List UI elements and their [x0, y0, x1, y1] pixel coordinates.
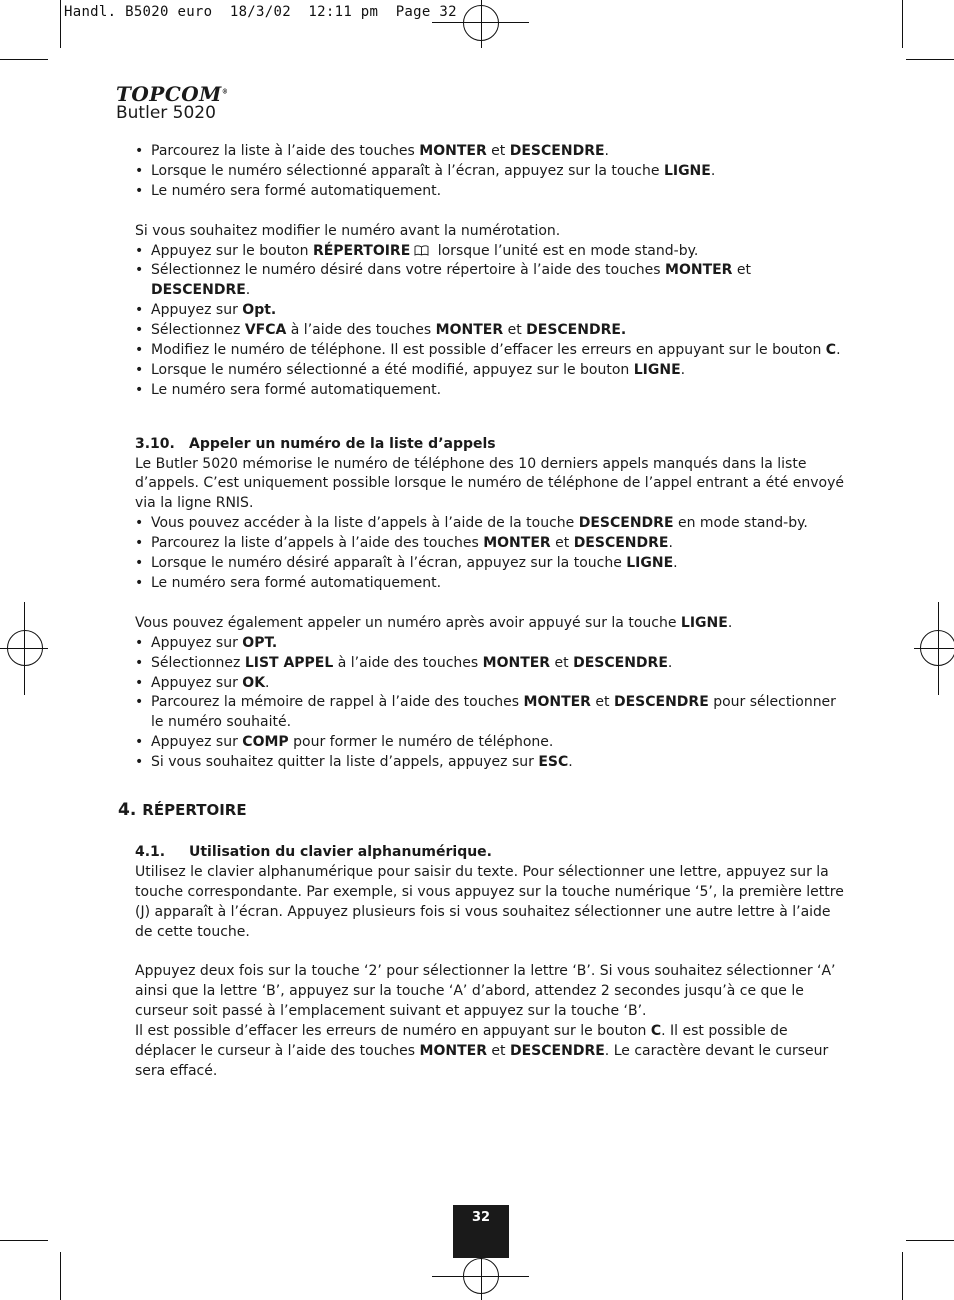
list-item: • Le numéro sera formé automatiquement.: [135, 182, 850, 202]
list-item: • Le numéro sera formé automatiquement.: [135, 574, 850, 594]
list-item: • Appuyez sur Opt.: [135, 301, 850, 321]
list-item: • Parcourez la liste à l’aide des touches MONTER et DESCENDRE.: [135, 142, 850, 162]
paragraph: Appuyez deux fois sur la touche ‘2’ pour sélectionner la lettre ‘B’. Si vous souhaitez sélectionner ‘A’ ainsi que la lettre ‘B’, appuyez sur la touche ‘A’ d’abord, attendez 2 secondes jusqu’à ce que le curseur soit passé à l’emplacement suivant et appuyez sur la touche ‘B’.: [135, 963, 836, 1020]
list-item: • Vous pouvez accéder à la liste d’appels à l’aide de la touche DESCENDRE en mode stand-by.: [135, 514, 850, 534]
list-item: • Parcourez la liste d’appels à l’aide des touches MONTER et DESCENDRE.: [135, 534, 850, 554]
paragraph: Vous pouvez également appeler un numéro après avoir appuyé sur la touche LIGNE.: [135, 614, 733, 631]
topcom-logo: TOPCOM®: [116, 82, 229, 106]
list-item: • Lorsque le numéro sélectionné apparaît à l’écran, appuyez sur la touche LIGNE.: [135, 162, 850, 182]
bullet-list: [135, 514, 850, 594]
page-number: 32: [453, 1205, 509, 1258]
chapter-heading: 4. RÉPERTOIRE: [118, 800, 247, 821]
list-item: • Appuyez sur COMP pour former le numéro de téléphone.: [135, 733, 850, 753]
product-model: Butler 5020: [116, 103, 216, 123]
list-item: • Parcourez la mémoire de rappel à l’aide des touches MONTER et DESCENDRE pour sélectionner le numéro souhaité.: [135, 693, 850, 733]
list-item: • Le numéro sera formé automatiquement.: [135, 381, 850, 401]
list-item: • Sélectionnez VFCA à l’aide des touches MONTER et DESCENDRE.: [135, 321, 850, 341]
paragraph: Utilisez le clavier alphanumérique pour saisir du texte. Pour sélectionner une lettre, appuyez sur la touche correspondante. Par exemple, si vous appuyez sur la touche numérique ‘5’, la première lettre (J) apparaît à l’écran. Appuyez plusieurs fois si vous souhaitez sélectionner une autre lettre à l’aide de cette touche.: [135, 863, 844, 940]
list-item: • Appuyez sur OPT.: [135, 634, 850, 654]
page-content: [118, 142, 850, 1082]
paragraph: Le Butler 5020 mémorise le numéro de téléphone des 10 derniers appels manqués dans la liste d’appels. C’est uniquement possible lorsque le numéro de téléphone de l’appel entrant a été envoyé via la ligne RNIS.: [135, 455, 845, 512]
list-item: • Lorsque le numéro sélectionné a été modifié, appuyez sur le bouton LIGNE.: [135, 361, 850, 381]
paragraph: Il est possible d’effacer les erreurs de numéro en appuyant sur le bouton C. Il est possible de déplacer le curseur à l’aide des touches MONTER et DESCENDRE. Le caractère devant le curseur sera effacé.: [135, 1023, 829, 1079]
book-icon: [414, 245, 429, 256]
list-item: • Sélectionnez le numéro désiré dans votre répertoire à l’aide des touches MONTER et DESCENDRE.: [135, 261, 850, 301]
list-item: • Si vous souhaitez quitter la liste d’appels, appuyez sur ESC.: [135, 753, 850, 773]
paragraph: Si vous souhaitez modifier le numéro avant la numérotation.: [135, 222, 561, 239]
bullet-list: [135, 634, 850, 773]
bullet-list: [135, 242, 850, 401]
list-item: • Lorsque le numéro désiré apparaît à l’écran, appuyez sur la touche LIGNE.: [135, 554, 850, 574]
list-item: • Sélectionnez LIST APPEL à l’aide des touches MONTER et DESCENDRE.: [135, 654, 850, 674]
list-item: • Modifiez le numéro de téléphone. Il est possible d’effacer les erreurs en appuyant sur le bouton C.: [135, 341, 850, 361]
section-heading: 3.10. Appeler un numéro de la liste d’appels: [135, 435, 496, 452]
print-slug: Handl. B5020 euro 18/3/02 12:11 pm Page 32: [64, 4, 457, 20]
bullet-list: [135, 142, 850, 202]
list-item: • Appuyez sur OK.: [135, 674, 850, 694]
section-heading: 4.1. Utilisation du clavier alphanumérique.: [135, 843, 492, 860]
list-item: • Appuyez sur le bouton RÉPERTOIRE lorsque l’unité est en mode stand-by.: [135, 242, 850, 262]
